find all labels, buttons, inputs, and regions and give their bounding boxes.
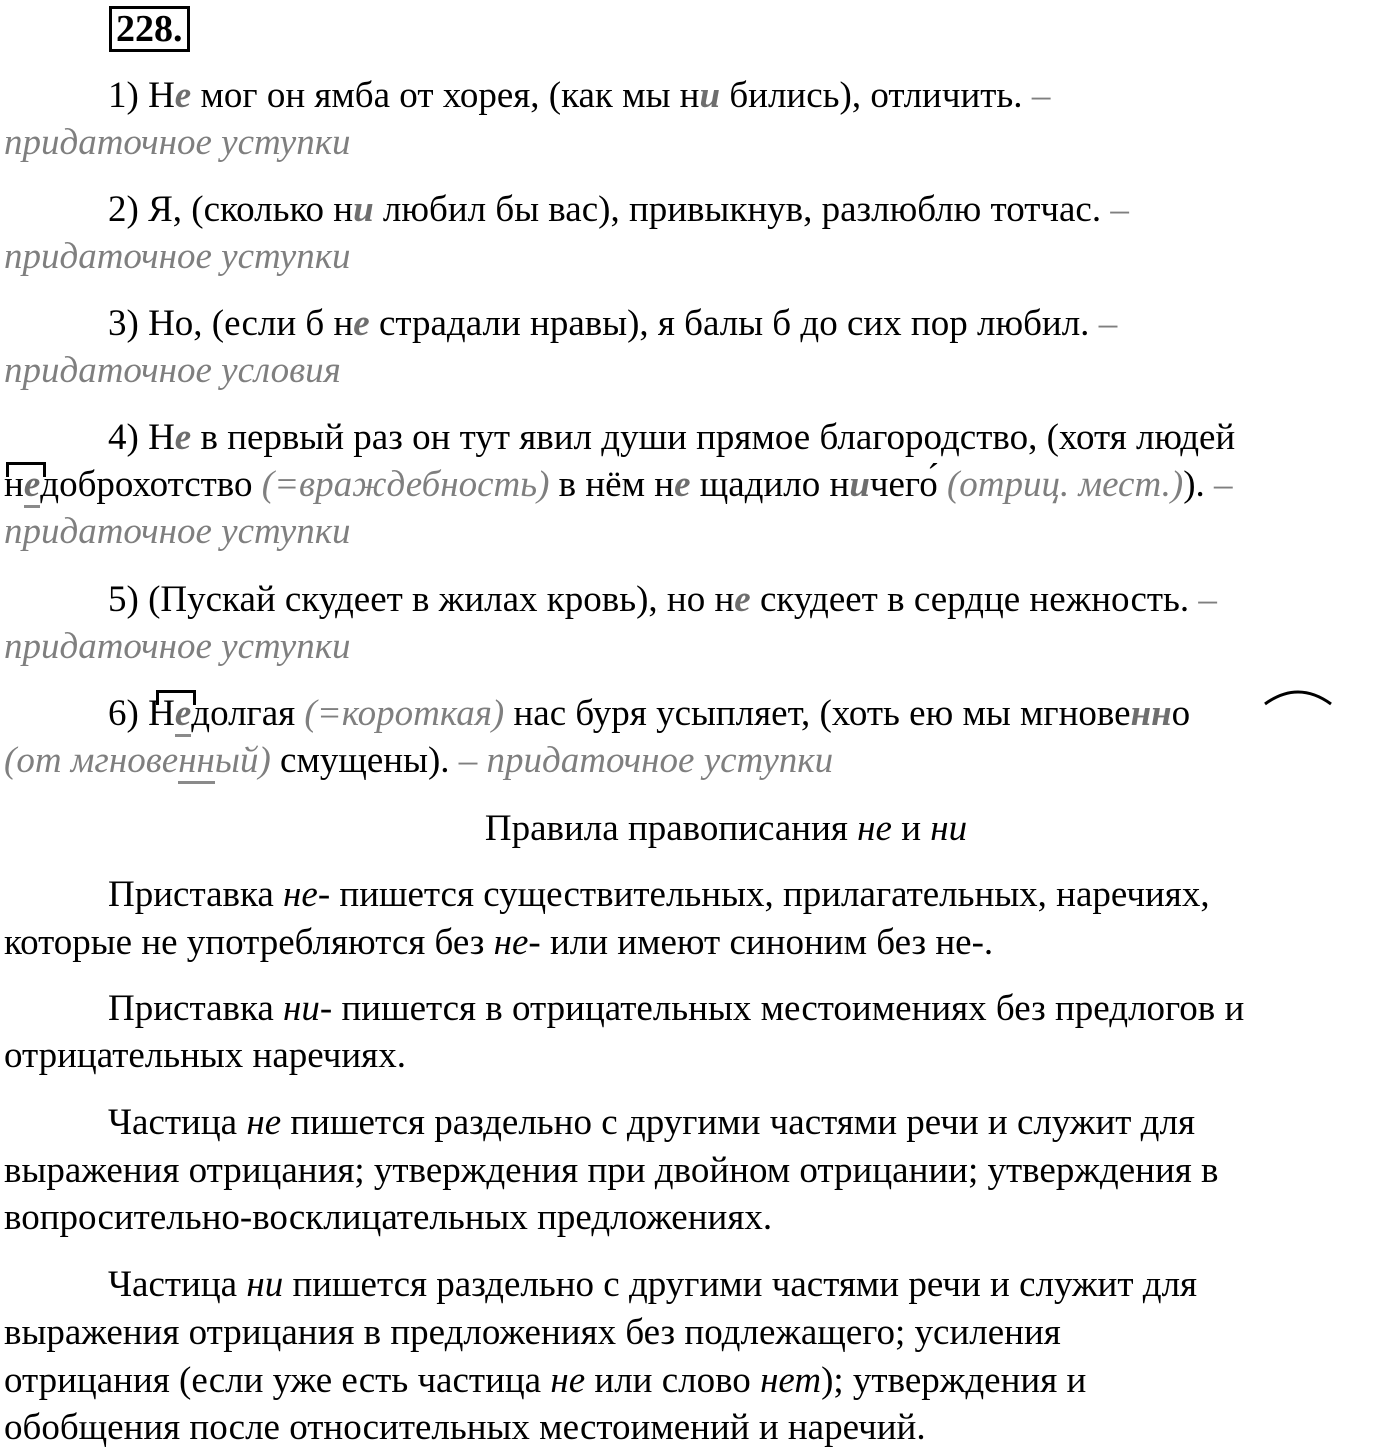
sentence-1: 1) Не мог он ямба от хорея, (как мы ни бились), отличить. – bbox=[108, 75, 1051, 116]
prefix-bracket-mark bbox=[156, 690, 196, 705]
rule-2: Приставка ни- пишется в отрицательных местоимениях без предлогов и bbox=[108, 988, 1245, 1029]
rule-1-cont: которые не употребляются без не- или имеют синоним без не-. bbox=[4, 922, 994, 963]
rule-4: Частица ни пишется раздельно с другими частями речи и служит для bbox=[108, 1264, 1198, 1305]
prefix-bracket-mark bbox=[6, 462, 46, 477]
sentence-6-cont: (от мгновенный) смущены). – придаточное уступки bbox=[4, 739, 1396, 783]
exercise-number: 228. bbox=[109, 6, 190, 52]
sentence-3-analysis: придаточное условия bbox=[4, 350, 341, 391]
suffix-arc-mark bbox=[1262, 684, 1334, 706]
sentence-4-cont: недоброхотство (=враждебность) в нём не щадило ничего́ (отриц. мест.)). – bbox=[4, 463, 1396, 507]
sentence-2-analysis: придаточное уступки bbox=[4, 236, 351, 277]
sentence-4-analysis: придаточное уступки bbox=[4, 511, 351, 552]
rule-1: Приставка не- пишется существительных, прилагательных, наречиях, bbox=[108, 874, 1210, 915]
sentence-4: 4) Не в первый раз он тут явил души прямое благородство, (хотя людей bbox=[108, 417, 1236, 458]
rule-3-cont-2: вопросительно-восклицательных предложениях. bbox=[4, 1197, 773, 1238]
rule-4-cont-1: выражения отрицания в предложениях без подлежащего; усиления bbox=[4, 1312, 1061, 1353]
sentence-5-analysis: придаточное уступки bbox=[4, 626, 351, 667]
rule-3: Частица не пишется раздельно с другими частями речи и служит для bbox=[108, 1102, 1195, 1143]
sentence-5: 5) (Пускай скудеет в жилах кровь), но не скудеет в сердце нежность. – bbox=[108, 579, 1217, 620]
rule-4-cont-3: обобщения после относительных местоимений и наречий. bbox=[4, 1407, 926, 1448]
sentence-3: 3) Но, (если б не страдали нравы), я балы б до сих пор любил. – bbox=[108, 303, 1118, 344]
rule-4-cont-2: отрицания (если уже есть частица не или слово нет); утверждения и bbox=[4, 1360, 1087, 1401]
sentence-2: 2) Я, (сколько ни любил бы вас), привыкнув, разлюблю тотчас. – bbox=[108, 189, 1129, 230]
sentence-1-analysis: придаточное уступки bbox=[4, 122, 351, 163]
rule-2-cont: отрицательных наречиях. bbox=[4, 1035, 406, 1076]
rule-3-cont-1: выражения отрицания; утверждения при двойном отрицании; утверждения в bbox=[4, 1150, 1219, 1191]
rules-title: Правила правописания не и ни bbox=[484, 808, 968, 849]
sentence-6: 6) Недолгая (=короткая) нас буря усыпляет, (хоть ею мы мгновенно bbox=[4, 692, 1396, 736]
